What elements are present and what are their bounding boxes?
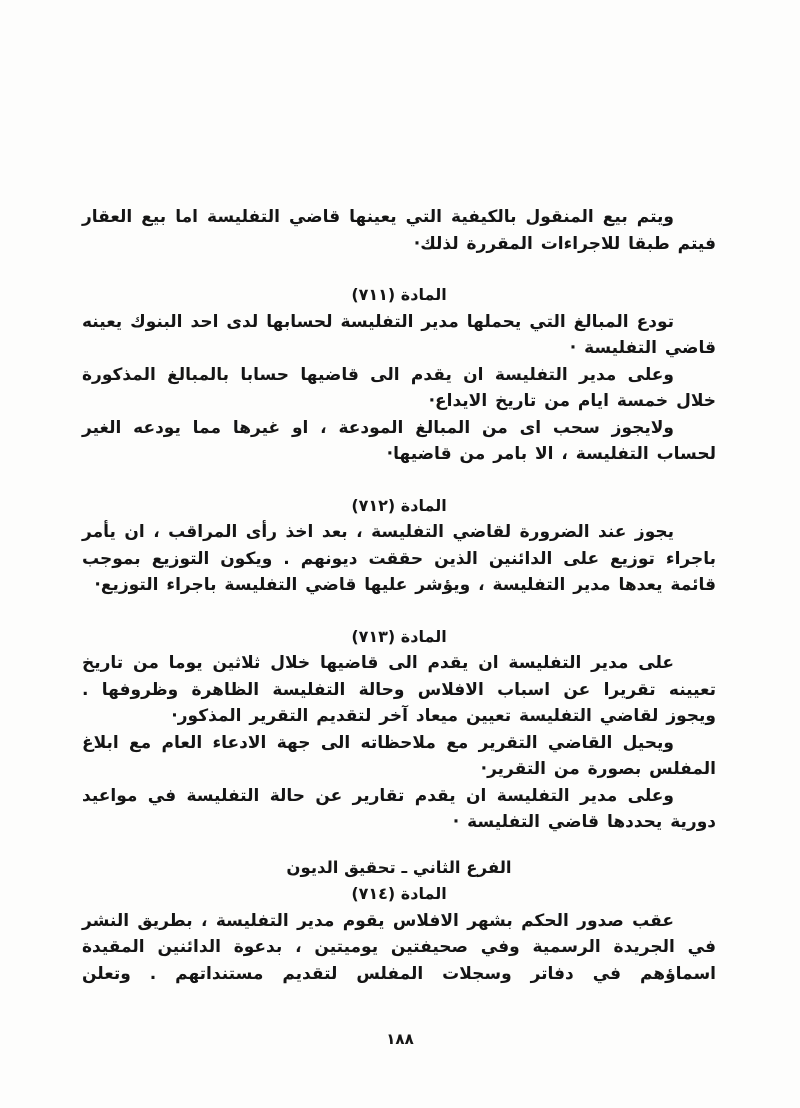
article-heading-713: المادة (٧١٣) [351,626,447,646]
paragraph-thirty-day-report: على مدير التفليسة ان يقدم الى قاضيها خلال ثلاثين يوما من تاريخ تعيينه تقريرا عن اسباب الافلاس وحالة التفليسة الظاهرة وظروفها . ويجوز لقاضي التفليسة تعيين ميعاد آخر لتقديم التقرير المذكور· [82,653,716,726]
document-body [82,204,716,987]
paragraph-publication-creditors-call: عقب صدور الحكم بشهر الافلاس يقوم مدير التفليسة ، بطريق النشر في الجريدة الرسمية وفي صحيفتين يوميتين ، بدعوة الدائنين المقيدة اسماؤهم في دفاتر وسجلات المفلس لتقديم مستنداتهم . وتعلن [82,910,716,984]
article-heading-714: المادة (٧١٤) [351,884,447,903]
paragraph-withdrawal-restriction: ولايجوز سحب اى من المبالغ المودعة ، او غيرها مما يودعه الغير لحساب التفليسة ، الا بامر من قاضيها· [82,417,716,464]
paragraph-deposit-sums: تودع المبالغ التي يحملها مدير التفليسة لحسابها لدى احد البنوك يعينه قاضي التفليسة · [82,311,716,358]
paragraph-submit-account: وعلى مدير التفليسة ان يقدم الى قاضيها حسابا بالمبالغ المذكورة خلال خمسة ايام من تاريخ الايداع· [82,364,716,411]
paragraph-distribution-order: يجوز عند الضرورة لقاضي التفليسة ، بعد اخذ رأى المراقب ، ان يأمر باجراء توزيع على الدائنين الذين حققت ديونهم . ويكون التوزيع بموجب قائمة يعدها مدير التفليسة ، ويؤشر عليها قاضي التفليسة باجراء التوزيع· [82,522,716,595]
article-heading-712: المادة (٧١٢) [351,495,447,515]
page-number: ١٨٨ [386,1030,414,1048]
paragraph-periodic-reports: وعلى مدير التفليسة ان يقدم تقارير عن حالة التفليسة في مواعيد دورية يحددها قاضي التفليسة · [82,785,716,832]
paragraph-movable-sale: ويتم بيع المنقول بالكيفية التي يعينها قاضي التفليسة اما بيع العقار فيتم طبقا للاجراءات المقررة لذلك· [82,207,716,254]
section-heading-branch-two-debt-verification: الفرع الثاني ـ تحقيق الديون [286,857,512,877]
paragraph-report-referral: ويحيل القاضي التقرير مع ملاحظاته الى جهة الادعاء العام مع ابلاغ المفلس بصورة من التقرير· [82,732,716,779]
article-heading-711: المادة (٧١١) [351,285,447,304]
